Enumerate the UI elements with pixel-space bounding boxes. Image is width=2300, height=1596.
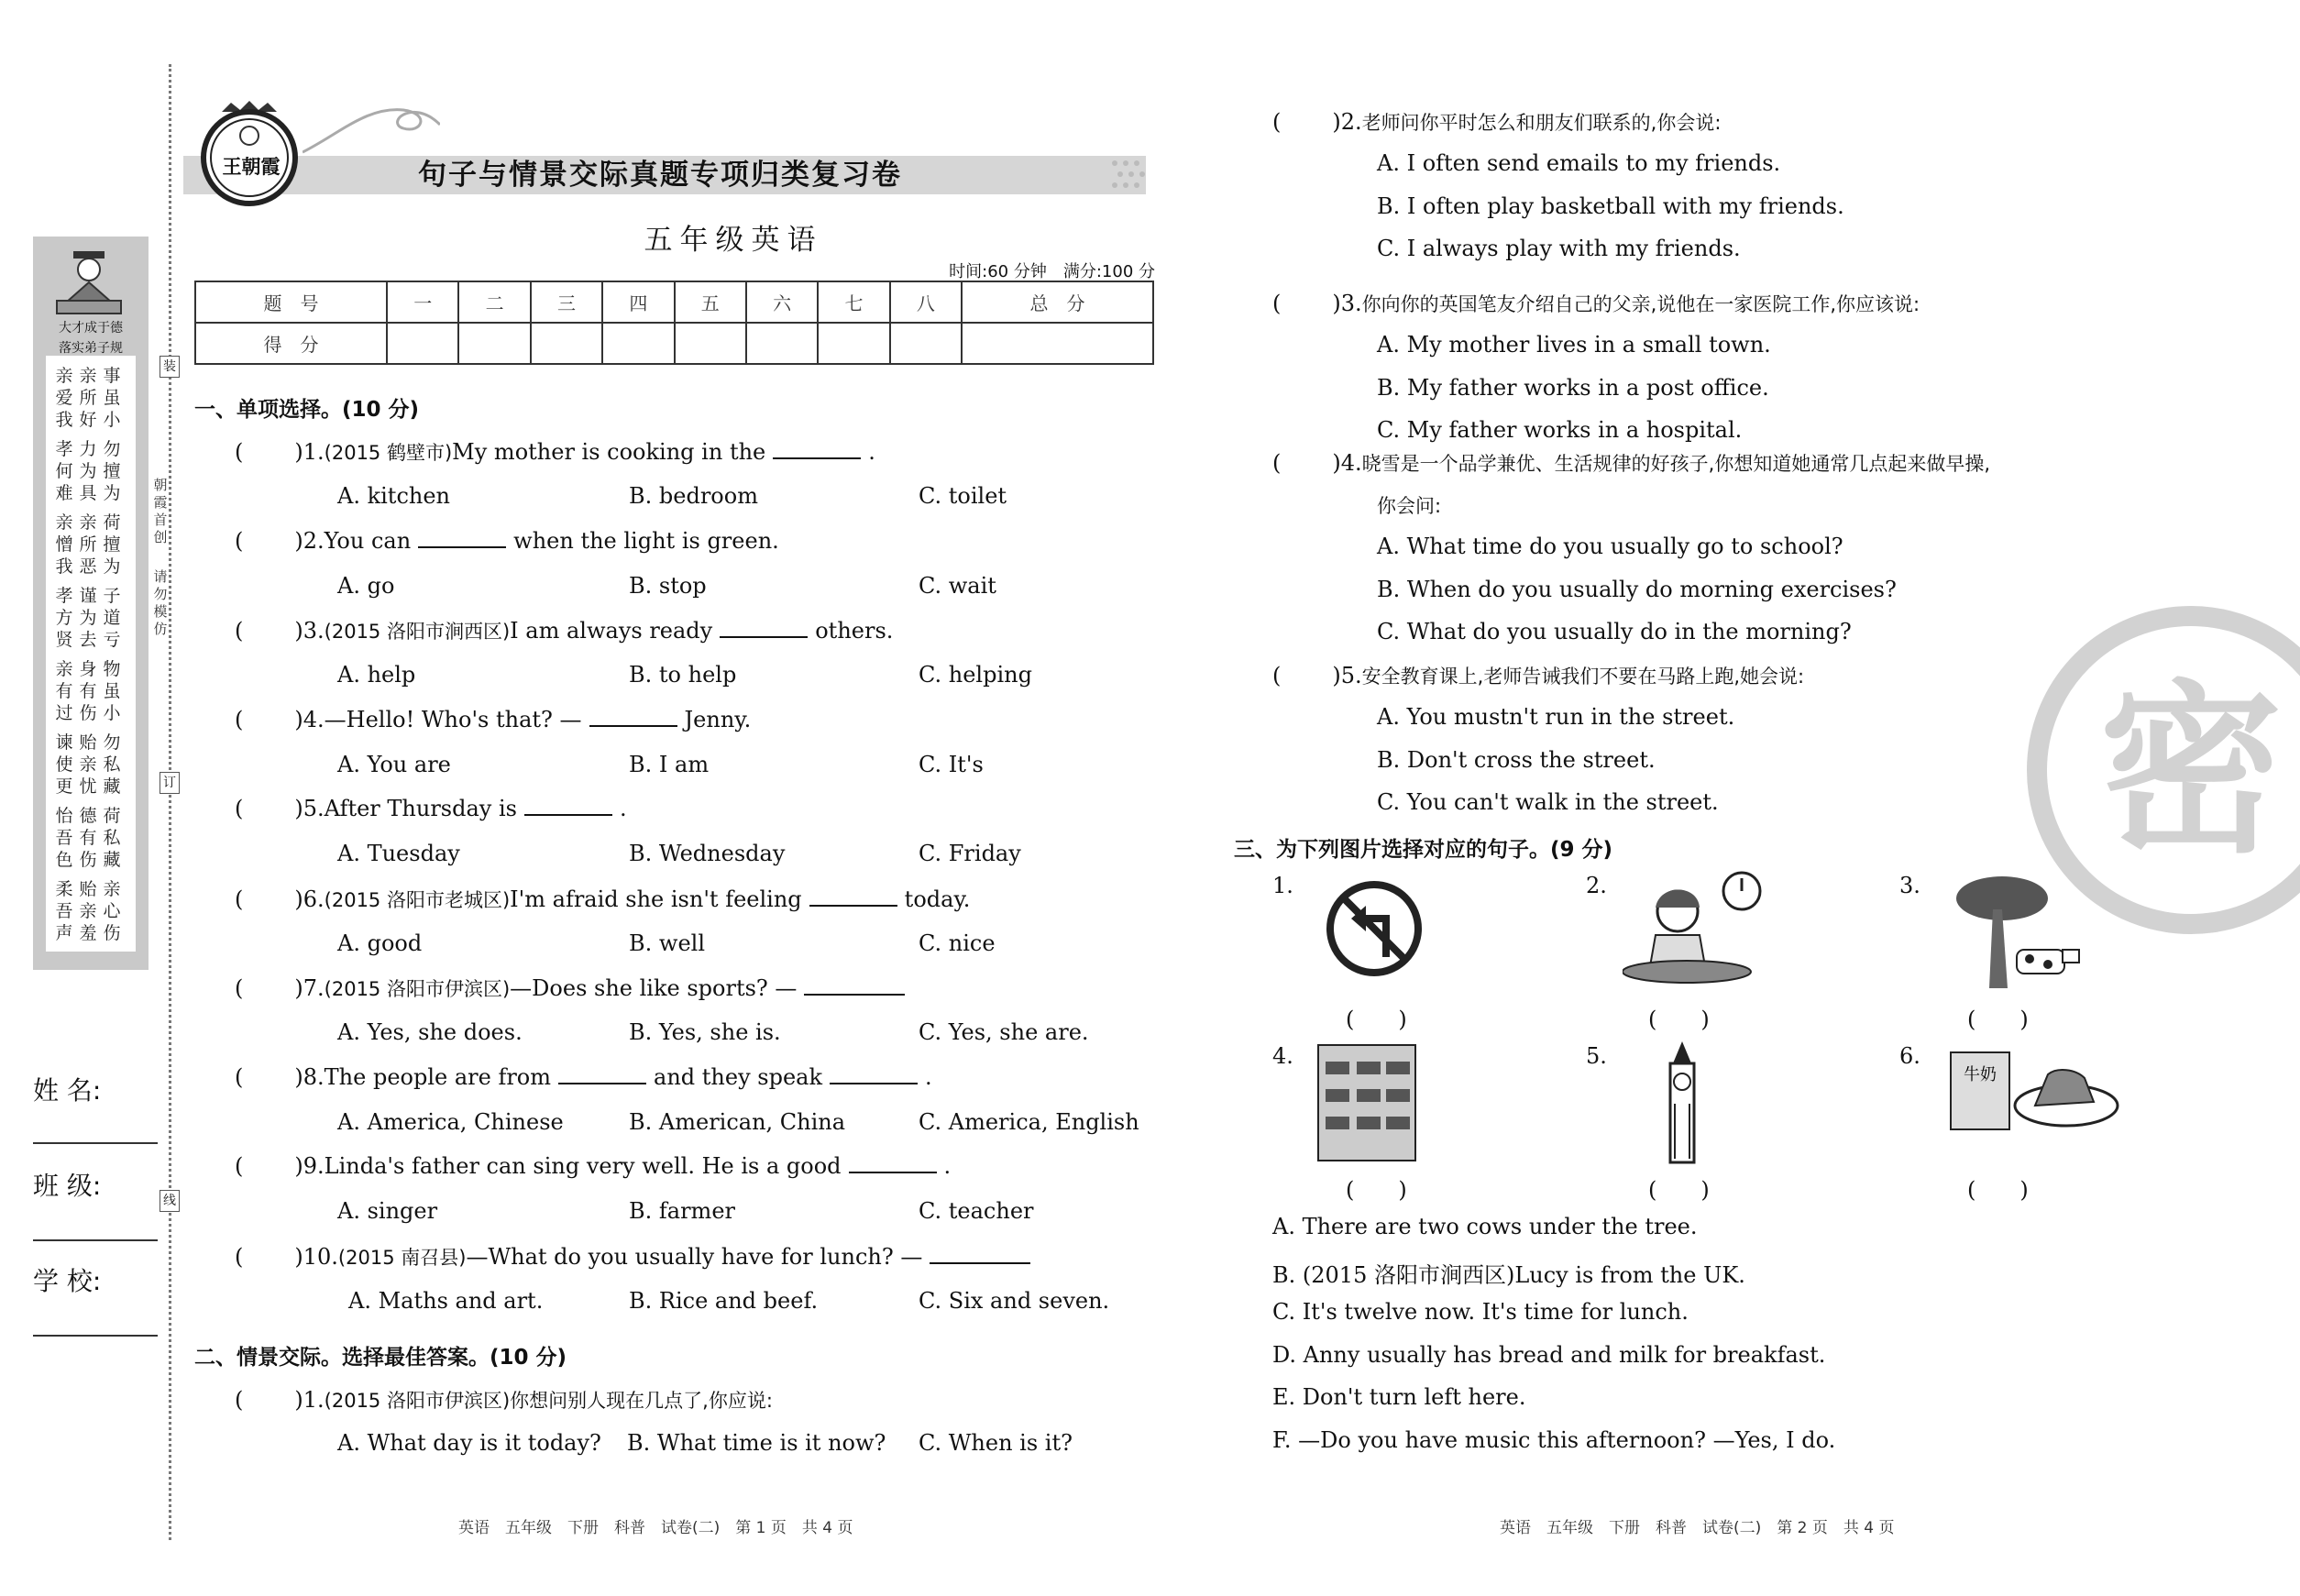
option-c[interactable]: C. wait	[919, 572, 996, 599]
s1-q9-paren-close: )	[294, 1153, 303, 1179]
option-b[interactable]: B. American, China	[629, 1108, 846, 1135]
score-input-cell[interactable]	[746, 323, 818, 364]
watermark-text: 密	[2098, 665, 2283, 878]
section2-heading: 二、情景交际。选择最佳答案。(10 分)	[194, 1346, 567, 1370]
question-9	[235, 1153, 951, 1179]
rule-column: 怡吾色	[55, 806, 73, 870]
option-b[interactable]: B. bedroom	[629, 483, 758, 509]
question-source: (2015 洛阳市涧西区)	[324, 621, 511, 643]
s1-q3-paren-open: (	[235, 618, 244, 644]
picture-number-4: 4.	[1272, 1043, 1293, 1069]
rule-column: 谨为去	[79, 586, 97, 650]
binding-mark-1: 装	[160, 356, 180, 378]
option-a[interactable]: A. Yes, she does.	[337, 1019, 523, 1045]
s1-q4-paren-close: )	[294, 706, 303, 732]
option-b[interactable]: B. I am	[629, 751, 710, 777]
option-b[interactable]: B. I often play basketball with my friends.	[1377, 193, 1844, 219]
answer-blank[interactable]	[930, 1244, 1030, 1264]
option-b[interactable]: B. stop	[629, 572, 707, 599]
option-a[interactable]: A. Maths and art.	[348, 1287, 544, 1314]
question-number: 5.	[1340, 663, 1362, 688]
s1-q9-paren-open: (	[235, 1153, 244, 1179]
question-2	[235, 528, 779, 554]
question-source: (2015 洛阳市老城区)	[324, 888, 511, 911]
school-field[interactable]	[33, 1335, 158, 1337]
s1-q1-paren-close: )	[294, 439, 303, 465]
name-field[interactable]	[33, 1142, 158, 1144]
question-4	[235, 707, 751, 732]
answer-blank[interactable]	[809, 886, 897, 907]
option-b[interactable]: B. to help	[629, 662, 737, 688]
picture-answer-slot-4[interactable]: ( )	[1346, 1177, 1407, 1203]
score-row-label: 得 分	[195, 323, 387, 364]
option-c[interactable]: C. You can't walk in the street.	[1377, 789, 1719, 815]
milk-and-bread-icon	[1947, 1047, 2121, 1139]
option-a[interactable]: A. singer	[337, 1198, 438, 1224]
s1-q10-paren-close: )	[294, 1243, 303, 1270]
question-text: My mother is cooking in the	[452, 439, 766, 465]
rule-column: 柔吾声	[55, 879, 73, 943]
score-table-header-row	[195, 281, 1153, 323]
score-header-cell: 一	[387, 281, 458, 323]
option-c[interactable]: C. America, English	[919, 1108, 1139, 1135]
option-a[interactable]: A. I often send emails to my friends.	[1377, 150, 1781, 176]
score-input-cell[interactable]	[962, 323, 1153, 364]
s2-question-1	[235, 1386, 773, 1414]
question-1	[235, 438, 875, 466]
rule-column: 身有伤	[79, 659, 97, 723]
option-a[interactable]: A. America, Chinese	[337, 1108, 564, 1135]
question-text-end: .	[943, 1153, 952, 1179]
question-text-end-2: .	[925, 1063, 932, 1090]
s1-q8-paren-close: )	[294, 1063, 303, 1090]
question-number: 3.	[303, 618, 325, 644]
score-header-cell: 总 分	[962, 281, 1153, 323]
option-b[interactable]: B. When do you usually do morning exercises?	[1377, 576, 1897, 602]
picture-answer-slot-2[interactable]: ( )	[1648, 1007, 1710, 1032]
question-text-end: others.	[815, 618, 894, 644]
picture-number-6: 6.	[1899, 1043, 1920, 1069]
s1-q8-paren-open: (	[235, 1063, 244, 1090]
option-c[interactable]: C. I always play with my friends.	[1377, 236, 1741, 261]
notice-first-original: 朝霞首创	[153, 477, 168, 545]
section3-heading: 三、为下列图片选择对应的句子。(9 分)	[1234, 838, 1613, 862]
s1-q2-paren-close: )	[294, 527, 303, 554]
option-c[interactable]: C. Friday	[919, 841, 1021, 866]
score-input-cell[interactable]	[387, 323, 458, 364]
option-c[interactable]: C. Yes, she are.	[919, 1019, 1089, 1045]
question-text: Linda's father can sing very well. He is a good	[324, 1153, 842, 1179]
no-left-turn-sign-icon	[1324, 878, 1425, 979]
question-text-end: Jenny.	[684, 706, 752, 732]
question-number: 7.	[303, 975, 325, 1001]
s1-q1-paren-open: (	[235, 439, 244, 465]
option-b[interactable]: B. well	[629, 930, 705, 956]
sidebar-motto-2: 落实弟子规	[59, 341, 123, 356]
question-text: I am always ready	[510, 618, 713, 644]
option-a[interactable]: A. good	[337, 930, 423, 956]
question-6	[235, 886, 970, 913]
s2-q4-paren-open: (	[1272, 450, 1282, 476]
s2-q3-paren-open: (	[1272, 291, 1282, 316]
question-number: 9.	[303, 1153, 325, 1179]
picture-answer-slot-5[interactable]: ( )	[1648, 1177, 1710, 1203]
sentence-e: E. Don't turn left here.	[1272, 1384, 1526, 1410]
sentence-f: F. —Do you have music this afternoon? —Yes, I do.	[1272, 1426, 1836, 1453]
score-input-cell[interactable]	[890, 323, 962, 364]
question-text: —Does she like sports? —	[510, 975, 798, 1001]
option-a[interactable]: A. What time do you usually go to school?	[1377, 534, 1843, 559]
question-text-end: today.	[904, 886, 971, 912]
picture-answer-slot-6[interactable]: ( )	[1967, 1177, 2029, 1203]
footer-left: 英语 五年级 下册 科普 试卷(二) 第 1 页 共 4 页	[458, 1519, 853, 1537]
s2-q4-paren-close: )	[1332, 450, 1341, 476]
time-info: 时间:60 分钟 满分:100 分	[949, 262, 1155, 281]
option-b[interactable]: B. Wednesday	[629, 841, 786, 866]
option-c[interactable]: C. My father works in a hospital.	[1377, 417, 1743, 443]
scholar-illustration-icon	[48, 248, 130, 321]
score-header-cell: 六	[746, 281, 818, 323]
classroom-music-icon	[1316, 1043, 1417, 1162]
rule-column: 物虽小	[103, 659, 121, 723]
option-c[interactable]: C. nice	[919, 930, 996, 956]
s1-q10-paren-open: (	[235, 1243, 244, 1270]
s1-q7-paren-open: (	[235, 975, 244, 1001]
girl-eating-lunch-clock-icon	[1623, 871, 1769, 986]
rule-column: 德有伤	[79, 806, 97, 870]
question-text: 你向你的英国笔友介绍自己的父亲,说他在一家医院工作,你应该说:	[1361, 293, 1920, 315]
s2-q3-paren-close: )	[1332, 291, 1341, 316]
score-header-cell: 八	[890, 281, 962, 323]
question-text: —Hello! Who's that? —	[324, 706, 582, 732]
s2-q5-paren-open: (	[1272, 663, 1282, 688]
s1-q3-paren-close: )	[294, 618, 303, 644]
question-text: After Thursday is	[324, 796, 517, 821]
question-text: 老师问你平时怎么和朋友们联系的,你会说:	[1361, 112, 1722, 134]
binding-mark-3: 线	[160, 1190, 180, 1212]
big-ben-icon	[1659, 1040, 1705, 1164]
question-number: 6.	[303, 886, 325, 912]
question-text-continued	[1377, 491, 1441, 519]
footer-right: 英语 五年级 下册 科普 试卷(二) 第 2 页 共 4 页	[1500, 1519, 1895, 1537]
option-b[interactable]: B. What time is it now?	[627, 1430, 886, 1456]
question-number: 4.	[1340, 450, 1362, 476]
rule-column: 亲憎我	[55, 512, 73, 577]
option-c[interactable]: C. It's	[919, 751, 984, 777]
rule-column: 力为具	[79, 439, 97, 503]
answer-blank[interactable]	[589, 707, 677, 727]
milk-label: 牛奶	[1964, 1065, 1997, 1084]
s2-question-3	[1272, 290, 1920, 317]
logo-text: 王朝霞	[222, 156, 281, 178]
question-source: (2015 洛阳市伊滨区)	[324, 1390, 511, 1412]
question-text: You can	[324, 527, 412, 554]
question-source: (2015 南召县)	[337, 1246, 467, 1269]
question-source: (2015 鹤壁市)	[324, 442, 453, 464]
rule-column: 荷私藏	[103, 806, 121, 870]
rule-column: 子道亏	[103, 586, 121, 650]
option-c[interactable]: C. helping	[919, 662, 1032, 688]
s2-question-5	[1272, 662, 1804, 689]
option-a[interactable]: A. help	[337, 662, 416, 688]
s2-q1-paren-open: (	[235, 1387, 244, 1413]
class-field[interactable]	[33, 1239, 158, 1241]
picture-answer-slot-3[interactable]: ( )	[1967, 1007, 2029, 1032]
s1-q6-paren-open: (	[235, 886, 244, 912]
picture-number-3: 3.	[1899, 873, 1920, 898]
question-source: (2015 洛阳市伊滨区)	[324, 978, 511, 1000]
s2-q5-paren-close: )	[1332, 663, 1341, 688]
option-c[interactable]: C. What do you usually do in the morning?	[1377, 619, 1852, 644]
score-header-cell: 五	[675, 281, 746, 323]
question-3	[235, 617, 893, 644]
question-text-end: and they speak	[654, 1063, 822, 1090]
question-text-end: when the light is green.	[513, 527, 779, 554]
score-input-cell[interactable]	[602, 323, 674, 364]
s2-q1-paren-close: )	[294, 1387, 303, 1413]
picture-number-2: 2.	[1586, 873, 1607, 898]
s1-q6-paren-close: )	[294, 886, 303, 912]
question-8	[235, 1064, 932, 1090]
option-a[interactable]: A. go	[337, 572, 395, 599]
question-number: 2.	[303, 527, 325, 554]
binding-mark-2: 订	[160, 772, 180, 794]
answer-blank[interactable]	[804, 975, 905, 996]
answer-blank[interactable]	[773, 439, 861, 459]
subtitle: 五年级英语	[644, 224, 823, 257]
answer-blank[interactable]	[720, 618, 808, 638]
option-a[interactable]: A. Tuesday	[337, 841, 460, 866]
s2-q2-paren-close: )	[1332, 109, 1341, 135]
question-text-2: 你会问:	[1377, 495, 1442, 517]
option-b[interactable]: B. My father works in a post office.	[1377, 374, 1769, 401]
answer-blank[interactable]	[418, 528, 506, 548]
rule-column: 亲所好	[79, 366, 97, 430]
answer-blank-2[interactable]	[830, 1064, 918, 1084]
sentence-d: D. Anny usually has bread and milk for breakfast.	[1272, 1341, 1826, 1368]
question-number: 2.	[1340, 109, 1362, 135]
question-text: 晓雪是一个品学兼优、生活规律的好孩子,你想知道她通常几点起来做早操,	[1361, 453, 1991, 475]
rule-column: 贻亲羞	[79, 879, 97, 943]
question-number: 3.	[1340, 291, 1362, 316]
answer-blank[interactable]	[524, 796, 612, 816]
option-c[interactable]: C. When is it?	[919, 1430, 1073, 1456]
class-label: 班 级:	[33, 1171, 102, 1201]
rule-column: 勿私藏	[103, 732, 121, 797]
option-c[interactable]: C. Six and seven.	[919, 1287, 1110, 1314]
score-header-cell: 二	[458, 281, 530, 323]
score-table	[194, 281, 1154, 365]
school-label: 学 校:	[33, 1266, 102, 1296]
score-table-score-row	[195, 323, 1153, 364]
picture-answer-slot-1[interactable]: ( )	[1346, 1007, 1407, 1032]
picture-number-5: 5.	[1586, 1043, 1607, 1069]
rule-column: 荷擅为	[103, 512, 121, 577]
option-a[interactable]: A. kitchen	[337, 483, 451, 509]
notice-do-not-copy: 请勿模仿	[153, 568, 168, 637]
rule-column: 孝方贤	[55, 586, 73, 650]
sentence-b: B. (2015 洛阳市涧西区)Lucy is from the UK.	[1272, 1261, 1745, 1288]
rule-column: 亲爱我	[55, 366, 73, 430]
option-b[interactable]: B. Rice and beef.	[629, 1287, 819, 1314]
question-number: 5.	[303, 796, 325, 821]
question-10	[235, 1243, 1038, 1271]
rule-column: 亲有过	[55, 659, 73, 723]
section1-heading: 一、单项选择。(10 分)	[194, 398, 420, 422]
question-text-end: .	[619, 796, 627, 821]
question-text: 安全教育课上,老师告诫我们不要在马路上跑,她会说:	[1361, 666, 1805, 688]
option-c[interactable]: C. teacher	[919, 1198, 1034, 1224]
score-input-cell[interactable]	[675, 323, 746, 364]
question-text: I'm afraid she isn't feeling	[510, 886, 802, 912]
question-text: 你想问别人现在几点了,你应说:	[510, 1390, 773, 1412]
s2-q2-paren-open: (	[1272, 109, 1282, 135]
rule-column: 事虽小	[103, 366, 121, 430]
question-text-end: .	[868, 439, 875, 465]
answer-blank[interactable]	[558, 1064, 646, 1084]
rule-column: 贻亲忧	[79, 732, 97, 797]
sidebar-motto-1: 大才成于德	[59, 321, 123, 336]
rule-column: 亲所恶	[79, 512, 97, 577]
answer-blank[interactable]	[849, 1153, 937, 1173]
s2-question-4	[1272, 449, 1990, 477]
score-header-cell: 四	[602, 281, 674, 323]
banner-dots-icon	[1109, 156, 1155, 194]
score-header-cell: 三	[531, 281, 602, 323]
option-b[interactable]: B. Don't cross the street.	[1377, 746, 1656, 773]
rule-column: 勿擅为	[103, 439, 121, 503]
s1-q2-paren-open: (	[235, 527, 244, 554]
score-input-cell[interactable]	[531, 323, 602, 364]
question-number: 1.	[303, 1387, 325, 1413]
score-input-cell[interactable]	[818, 323, 889, 364]
score-input-cell[interactable]	[458, 323, 530, 364]
option-b[interactable]: B. farmer	[629, 1198, 735, 1224]
rule-column: 孝何难	[55, 439, 73, 503]
confidential-watermark	[2026, 605, 2300, 935]
option-c[interactable]: C. toilet	[919, 483, 1007, 509]
s1-q5-paren-close: )	[294, 796, 303, 821]
sentence-c: C. It's twelve now. It's time for lunch.	[1272, 1299, 1689, 1325]
s1-q4-paren-open: (	[235, 706, 244, 732]
question-number: 8.	[303, 1063, 325, 1090]
s2-question-2	[1272, 108, 1721, 136]
question-7	[235, 974, 912, 1002]
name-label: 姓 名:	[33, 1075, 102, 1106]
option-a[interactable]: A. My mother lives in a small town.	[1377, 332, 1771, 358]
question-text: The people are from	[324, 1063, 552, 1090]
page-title: 句子与情景交际真题专项归类复习卷	[418, 159, 902, 192]
option-b[interactable]: B. Yes, she is.	[629, 1019, 781, 1045]
score-header-cell: 七	[818, 281, 889, 323]
question-5	[235, 796, 627, 821]
rule-column: 谏使更	[55, 732, 73, 797]
option-a[interactable]: A. What day is it today?	[337, 1430, 601, 1456]
score-header-cell: 题 号	[195, 281, 387, 323]
rule-column: 亲心伤	[103, 879, 121, 943]
sentence-a: A. There are two cows under the tree.	[1272, 1214, 1698, 1239]
question-number: 10.	[303, 1243, 338, 1270]
picture-number-1: 1.	[1272, 873, 1293, 898]
binding-dotted-line	[169, 64, 171, 1540]
option-a[interactable]: A. You mustn't run in the street.	[1377, 704, 1735, 730]
question-text: —What do you usually have for lunch? —	[466, 1243, 923, 1270]
option-a[interactable]: A. You are	[337, 751, 451, 777]
question-number: 1.	[303, 439, 325, 465]
s1-q7-paren-close: )	[294, 975, 303, 1001]
question-number: 4.	[303, 706, 325, 732]
s1-q5-paren-open: (	[235, 796, 244, 821]
